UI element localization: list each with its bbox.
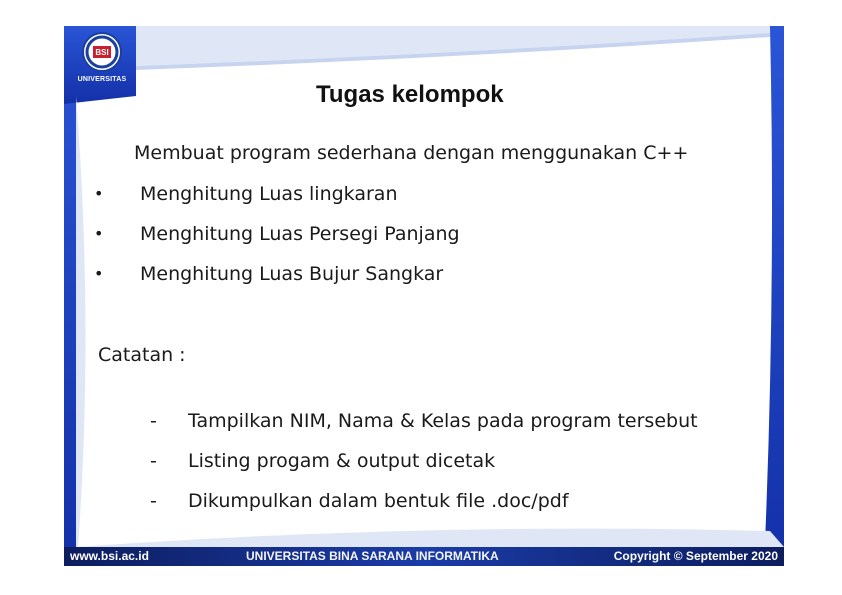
logo-caption: UNIVERSITAS [77,76,127,83]
frame-top-swoosh [136,26,784,66]
footer-university: UNIVERSITAS BINA SARANA INFORMATIKA [246,549,499,563]
university-logo [72,30,132,94]
svg-text:BSI: BSI [95,48,109,57]
task-label: Menghitung Luas lingkaran [140,183,398,205]
dash-icon: - [150,410,157,432]
task-label: Menghitung Luas Persegi Panjang [140,223,460,245]
slide-title: Tugas kelompok [316,81,504,108]
dash-icon: - [150,490,157,512]
bullet-icon: • [94,224,104,243]
logo-emblem-icon [82,32,122,72]
task-label: Menghitung Luas Bujur Sangkar [140,263,444,285]
dash-icon: - [150,450,157,472]
frame-left-swoosh [76,96,86,547]
note-text: Listing progam & output dicetak [188,450,496,472]
frame-right-band [764,26,784,566]
intro-text: Membuat program sederhana dengan menggunakan C++ [134,142,689,164]
frame-left-band [64,26,76,566]
footer-copyright: Copyright © September 2020 [613,549,778,563]
footer-website: www.bsi.ac.id [70,549,149,563]
footer [64,547,784,566]
bullet-icon: • [94,264,104,283]
notes-heading: Catatan : [98,344,186,366]
slide [64,26,784,566]
bullet-icon: • [94,184,104,203]
note-text: Tampilkan NIM, Nama & Kelas pada program tersebut [188,410,698,432]
frame-bottom-swoosh [76,529,784,547]
note-text: Dikumpulkan dalam bentuk file .doc/pdf [188,490,569,512]
